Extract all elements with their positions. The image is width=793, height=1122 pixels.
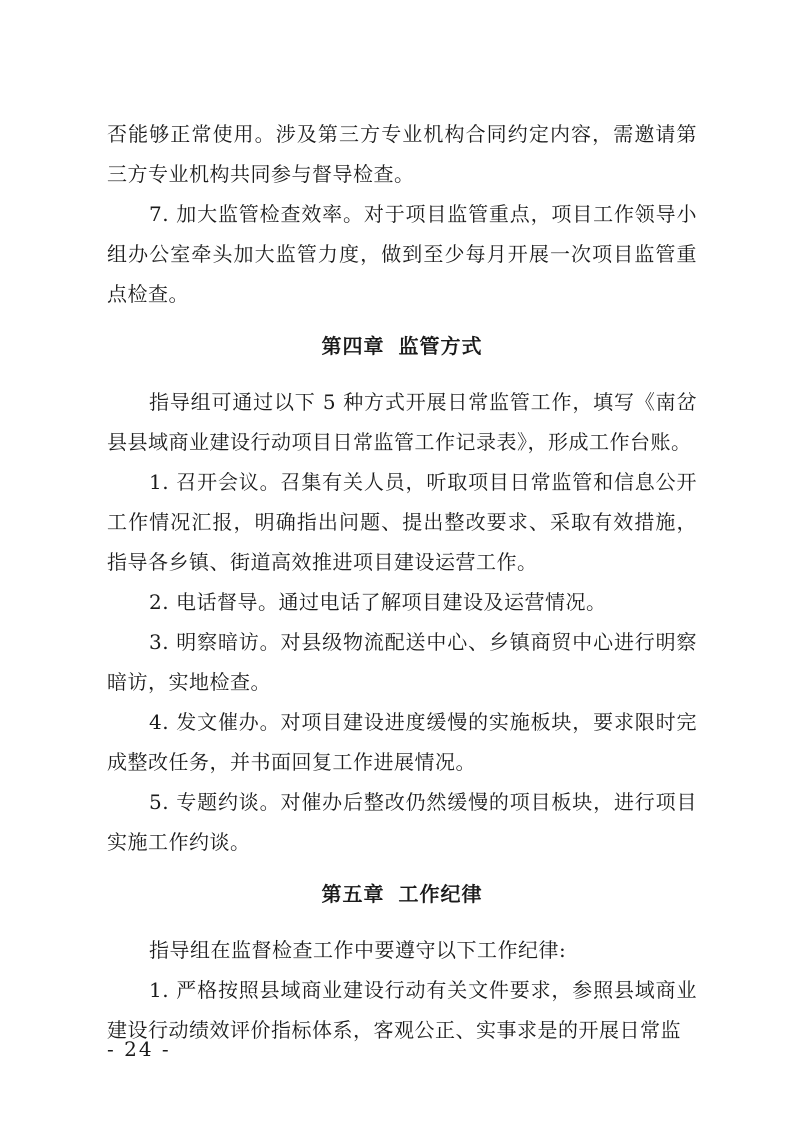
page-number: - 24 - [107, 1037, 171, 1061]
chapter-4-item-1: 1. 召开会议。召集有关人员，听取项目日常监管和信息公开工作情况汇报，明确指出问题、提出整改要求、采取有效措施，指导各乡镇、街道高效推进项目建设运营工作。 [107, 470, 697, 574]
chapter-4-heading [107, 326, 697, 366]
chapter-5-number: 第五章 [321, 882, 385, 906]
chapter-4-item-5: 5. 专题约谈。对催办后整改仍然缓慢的项目板块，进行项目实施工作约谈。 [107, 790, 697, 854]
paragraph-continued: 否能够正常使用。涉及第三方专业机构合同约定内容，需邀请第三方专业机构共同参与督导检查。 [107, 122, 697, 186]
chapter-4-item-3: 3. 明察暗访。对县级物流配送中心、乡镇商贸中心进行明察暗访，实地检查。 [107, 630, 697, 694]
chapter-4-intro: 指导组可通过以下 5 种方式开展日常监管工作，填写《南岔县县域商业建设行动项目日常监管工作记录表》，形成工作台账。 [107, 390, 697, 454]
chapter-5-heading [107, 874, 697, 914]
chapter-4-item-2: 2. 电话督导。通过电话了解项目建设及运营情况。 [149, 590, 607, 614]
chapter-4-number: 第四章 [321, 334, 385, 358]
paragraph-item-7: 7. 加大监管检查效率。对于项目监管重点，项目工作领导小组办公室牵头加大监管力度，做到至少每月开展一次项目监管重点检查。 [107, 202, 697, 306]
chapter-5-title: 工作纪律 [398, 882, 483, 906]
chapter-4-title: 监管方式 [398, 334, 483, 358]
document-page [107, 114, 697, 1050]
chapter-4-item-4: 4. 发文催办。对项目建设进度缓慢的实施板块，要求限时完成整改任务，并书面回复工作进展情况。 [107, 710, 697, 774]
chapter-5-item-1: 1. 严格按照县域商业建设行动有关文件要求，参照县域商业建设行动绩效评价指标体系，客观公正、实事求是的开展日常监 [107, 978, 697, 1042]
chapter-5-intro: 指导组在监督检查工作中要遵守以下工作纪律: [149, 938, 567, 962]
